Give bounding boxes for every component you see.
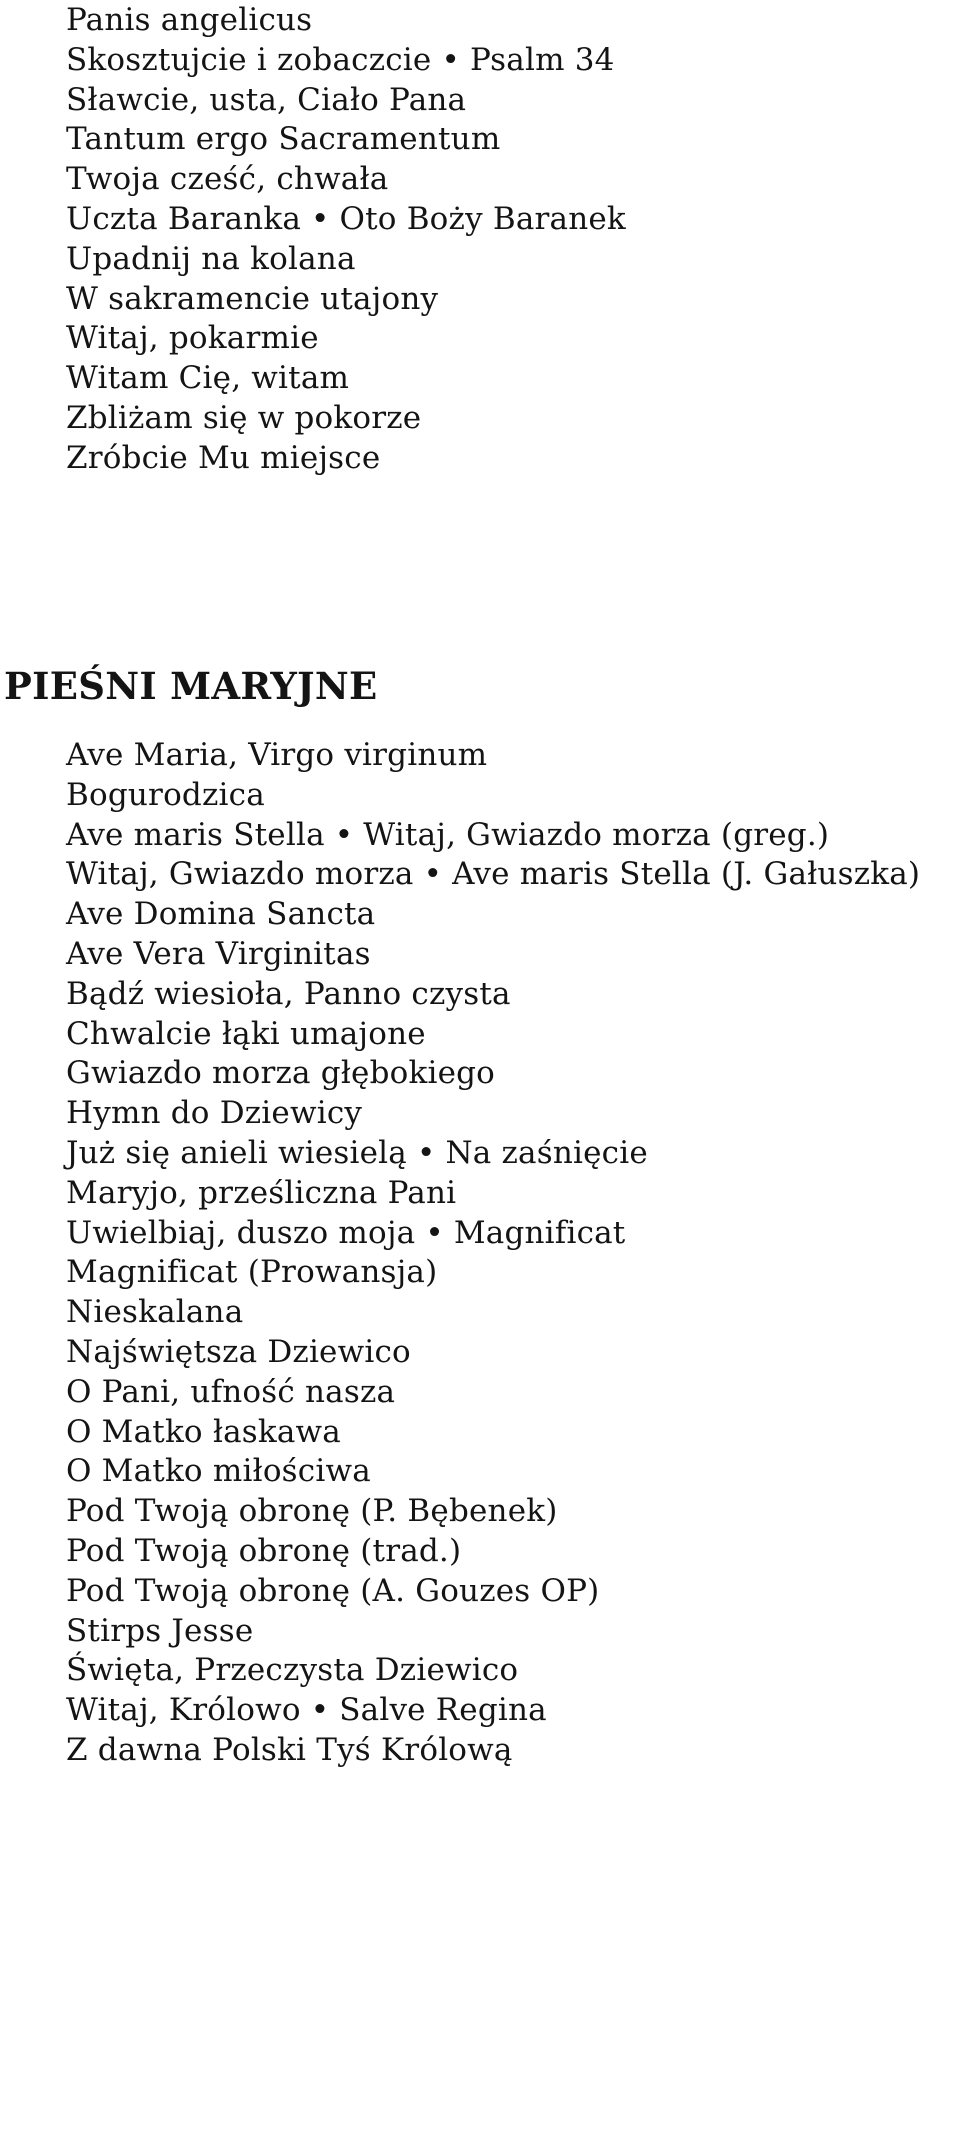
song-title: Ave maris Stella (J. Gałuszka)	[452, 856, 921, 892]
song-title-item	[66, 1451, 371, 1491]
song-title-item	[66, 1531, 461, 1571]
song-title: Magnificat	[453, 1215, 626, 1251]
song-title: Bądź wiesioła, Panno czysta	[66, 976, 511, 1012]
song-title: Witaj, Gwiazdo morza (greg.)	[363, 817, 830, 853]
song-title: Ave maris Stella	[66, 817, 325, 853]
song-title: Chwalcie łąki umajone	[66, 1016, 426, 1052]
song-title: Uwielbiaj, duszo moja	[66, 1215, 416, 1251]
song-title: Najświętsza Dziewico	[66, 1334, 411, 1370]
bullet-separator: •	[423, 856, 443, 892]
song-title: Pod Twoją obronę (trad.)	[66, 1533, 462, 1569]
song-title-item	[66, 1053, 495, 1093]
song-title: Uczta Baranka	[66, 201, 302, 237]
song-title: Na zaśnięcie	[445, 1135, 648, 1171]
song-title-item	[66, 438, 380, 478]
song-title-item	[66, 1014, 426, 1054]
bullet-separator: •	[425, 1215, 444, 1251]
song-title: Upadnij na kolana	[66, 241, 356, 277]
song-title-item	[66, 775, 265, 815]
song-title: Zróbcie Mu miejsce	[66, 440, 381, 476]
song-title-item	[66, 40, 615, 80]
song-title: Pod Twoją obronę (A. Gouzes OP)	[66, 1573, 600, 1609]
song-title: Z dawna Polski Tyś Królową	[66, 1732, 513, 1768]
song-title: Witaj, Królowo	[66, 1692, 301, 1728]
song-title-item	[66, 318, 319, 358]
song-title-item	[66, 1571, 599, 1611]
song-title: Bogurodzica	[66, 777, 265, 813]
song-title-item	[66, 239, 356, 279]
song-title: Nieskalana	[66, 1294, 244, 1330]
song-title-item	[66, 1412, 341, 1452]
song-title: O Matko miłościwa	[66, 1453, 371, 1489]
song-title-item	[66, 1093, 362, 1133]
song-title-item	[66, 1730, 513, 1770]
song-title-item	[66, 1491, 558, 1531]
bullet-separator: •	[334, 817, 354, 853]
song-title: Panis angelicus	[66, 2, 313, 38]
song-title: O Matko łaskawa	[66, 1414, 341, 1450]
song-title-item	[66, 1133, 648, 1173]
song-title-item	[66, 735, 487, 775]
song-title-item	[66, 199, 626, 239]
song-title: Tantum ergo Sacramentum	[66, 121, 501, 157]
song-title: Magnificat (Prowansja)	[66, 1254, 438, 1290]
song-title: Witaj, pokarmie	[66, 320, 319, 356]
song-title-item	[66, 1173, 456, 1213]
song-title-item	[66, 854, 920, 894]
song-title: Sławcie, usta, Ciało Pana	[66, 82, 467, 118]
song-title-item	[66, 1650, 518, 1690]
bullet-separator: •	[441, 42, 460, 78]
song-title: Maryjo, prześliczna Pani	[66, 1175, 457, 1211]
song-title-item	[66, 0, 312, 40]
song-title: Stirps Jesse	[66, 1613, 254, 1649]
song-title: Oto Boży Baranek	[339, 201, 626, 237]
song-title: Ave Maria, Virgo virginum	[66, 737, 488, 773]
song-title: Ave Vera Virginitas	[66, 936, 371, 972]
song-title-item	[66, 358, 349, 398]
song-title-item	[66, 1292, 243, 1332]
song-title-item	[66, 815, 829, 855]
song-title: Ave Domina Sancta	[66, 896, 376, 932]
song-title: Gwiazdo morza głębokiego	[66, 1055, 496, 1091]
section-heading: PIEŚNI MARYJNE	[4, 664, 378, 708]
bullet-separator: •	[416, 1135, 436, 1171]
bullet-separator: •	[311, 201, 330, 237]
song-title-item	[66, 1372, 395, 1412]
song-title: Witam Cię, witam	[66, 360, 350, 396]
song-title-item	[66, 1332, 411, 1372]
song-title: Pod Twoją obronę (P. Bębenek)	[66, 1493, 558, 1529]
song-title: Zbliżam się w pokorze	[66, 400, 422, 436]
song-title: Twoja cześć, chwała	[66, 161, 389, 197]
song-title: W sakramencie utajony	[66, 281, 439, 317]
song-title-item	[66, 80, 466, 120]
song-title-item	[66, 1611, 253, 1651]
song-title: O Pani, ufność nasza	[66, 1374, 396, 1410]
song-title: Już się anieli wiesielą	[66, 1135, 407, 1171]
song-title-item	[66, 119, 500, 159]
song-title-item	[66, 934, 371, 974]
song-title: Skosztujcie i zobaczcie	[66, 42, 432, 78]
bullet-separator: •	[310, 1692, 330, 1728]
song-title-item	[66, 1252, 437, 1292]
song-title: Psalm 34	[469, 42, 615, 78]
song-title: Salve Regina	[339, 1692, 547, 1728]
song-title: Hymn do Dziewicy	[66, 1095, 363, 1131]
song-title-item	[66, 279, 438, 319]
song-title: Witaj, Gwiazdo morza	[66, 856, 414, 892]
song-title-item	[66, 159, 388, 199]
song-title: Święta, Przeczysta Dziewico	[66, 1652, 519, 1688]
song-title-item	[66, 894, 375, 934]
song-title-item	[66, 1690, 547, 1730]
song-title-item	[66, 398, 421, 438]
song-title-item	[66, 1213, 625, 1253]
song-title-item	[66, 974, 511, 1014]
